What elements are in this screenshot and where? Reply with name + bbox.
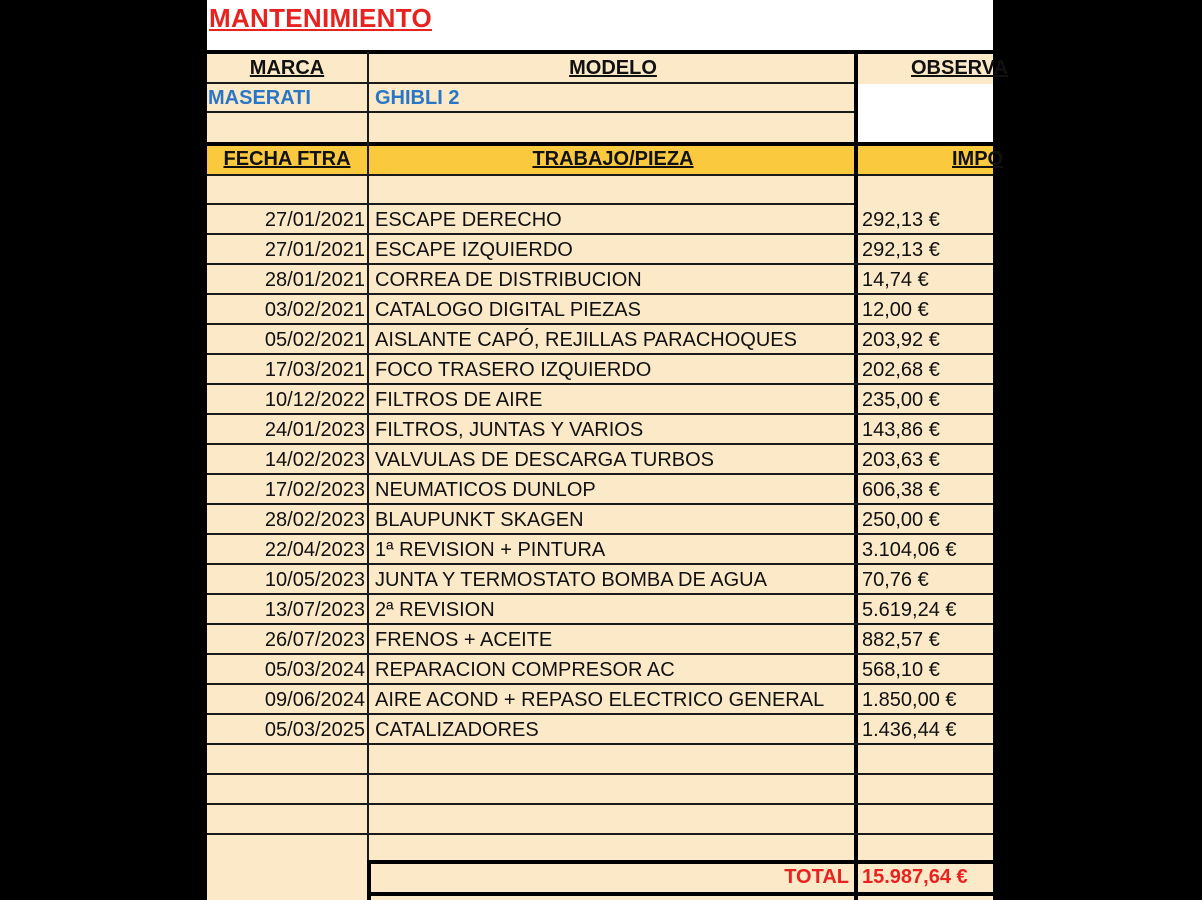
trabajo-cell[interactable]: FILTROS, JUNTAS Y VARIOS <box>375 419 644 441</box>
trabajo-cell[interactable]: ESCAPE DERECHO <box>375 209 562 231</box>
grid-line <box>207 563 993 565</box>
grid-line <box>207 803 993 805</box>
table-row[interactable] <box>207 715 993 745</box>
grid-line <box>207 713 993 715</box>
fecha-cell[interactable]: 09/06/2024 <box>264 689 365 711</box>
fecha-header: FECHA FTRA <box>223 148 351 170</box>
top-border <box>207 50 993 54</box>
fecha-cell[interactable]: 22/04/2023 <box>264 539 365 561</box>
importe-cell[interactable]: 5.619,24 € <box>862 599 957 621</box>
grid-line <box>207 593 993 595</box>
fecha-cell[interactable]: 26/07/2023 <box>264 629 365 651</box>
trabajo-cell[interactable]: AIRE ACOND + REPASO ELECTRICO GENERAL <box>375 689 825 711</box>
grid-line <box>207 233 993 235</box>
importe-cell[interactable]: 143,86 € <box>862 419 940 441</box>
importe-cell[interactable]: 70,76 € <box>862 569 929 591</box>
trabajo-cell[interactable]: ESCAPE IZQUIERDO <box>375 239 573 261</box>
grid-line <box>207 293 993 295</box>
table-row[interactable] <box>207 355 993 385</box>
table-row[interactable] <box>207 205 993 235</box>
importe-cell[interactable]: 12,00 € <box>862 299 929 321</box>
trabajo-cell[interactable]: 2ª REVISION <box>375 599 495 621</box>
page-title: MANTENIMIENTO <box>209 3 432 33</box>
fecha-cell[interactable]: 27/01/2021 <box>264 239 365 261</box>
trabajo-header: TRABAJO/PIEZA <box>532 148 694 170</box>
table-row[interactable] <box>207 475 993 505</box>
total-top-border <box>367 860 993 864</box>
table-row[interactable] <box>207 235 993 265</box>
trabajo-cell[interactable]: JUNTA Y TERMOSTATO BOMBA DE AGUA <box>375 569 767 591</box>
grid-line <box>207 111 856 113</box>
grid-line <box>207 443 993 445</box>
importe-cell[interactable]: 250,00 € <box>862 509 940 531</box>
trabajo-cell[interactable]: 1ª REVISION + PINTURA <box>375 539 606 561</box>
total-bottom-border <box>367 892 993 896</box>
trabajo-cell[interactable]: AISLANTE CAPÓ, REJILLAS PARACHOQUES <box>375 329 797 351</box>
table-row[interactable] <box>207 595 993 625</box>
fecha-cell[interactable]: 17/03/2021 <box>264 359 365 381</box>
table-row[interactable] <box>207 535 993 565</box>
grid-line <box>207 503 993 505</box>
table-row[interactable] <box>207 505 993 535</box>
fecha-cell[interactable]: 03/02/2021 <box>264 299 365 321</box>
importe-cell[interactable]: 14,74 € <box>862 269 929 291</box>
importe-cell[interactable]: 606,38 € <box>862 479 940 501</box>
trabajo-cell[interactable]: FILTROS DE AIRE <box>375 389 543 411</box>
importe-cell[interactable]: 292,13 € <box>862 239 940 261</box>
fecha-cell[interactable]: 17/02/2023 <box>264 479 365 501</box>
grid-line <box>207 323 993 325</box>
grid-line <box>207 473 993 475</box>
grid-line <box>207 683 993 685</box>
grid-line <box>207 533 993 535</box>
header-gap-white <box>207 142 993 146</box>
fecha-cell[interactable]: 05/03/2024 <box>264 659 365 681</box>
trabajo-cell[interactable]: FOCO TRASERO IZQUIERDO <box>375 359 652 381</box>
grid-line <box>207 263 993 265</box>
fecha-cell[interactable]: 10/05/2023 <box>264 569 365 591</box>
table-row[interactable] <box>207 625 993 655</box>
col-divider-fecha-lower <box>367 740 369 860</box>
trabajo-cell[interactable]: CATALIZADORES <box>375 719 539 741</box>
grid-line <box>207 82 856 84</box>
importe-cell[interactable]: 3.104,06 € <box>862 539 957 561</box>
grid-line <box>207 203 856 205</box>
table-row[interactable] <box>207 325 993 355</box>
importe-cell[interactable]: 1.436,44 € <box>862 719 957 741</box>
importe-cell[interactable]: 882,57 € <box>862 629 940 651</box>
title-area <box>207 0 993 50</box>
modelo-value[interactable]: GHIBLI 2 <box>375 87 460 109</box>
importe-cell[interactable]: 235,00 € <box>862 389 940 411</box>
importe-cell[interactable]: 568,10 € <box>862 659 940 681</box>
importe-cell[interactable]: 203,63 € <box>862 449 940 471</box>
table-row[interactable] <box>207 385 993 415</box>
grid-line <box>207 413 993 415</box>
observaciones-header: OBSERVA <box>911 57 1009 79</box>
trabajo-cell[interactable]: REPARACION COMPRESOR AC <box>375 659 675 681</box>
importe-cell[interactable]: 292,13 € <box>862 209 940 231</box>
grid-line <box>207 623 993 625</box>
importe-header: IMPO <box>952 148 1004 170</box>
table-row[interactable] <box>207 685 993 715</box>
observaciones-box[interactable] <box>856 84 993 142</box>
grid-line <box>207 833 993 835</box>
fecha-cell[interactable]: 10/12/2022 <box>264 389 365 411</box>
table-row[interactable] <box>207 265 993 295</box>
trabajo-cell[interactable]: BLAUPUNKT SKAGEN <box>375 509 584 531</box>
importe-cell[interactable]: 203,92 € <box>862 329 940 351</box>
fecha-cell[interactable]: 05/03/2025 <box>264 719 365 741</box>
table-row[interactable] <box>207 415 993 445</box>
grid-line <box>207 353 993 355</box>
fecha-cell[interactable]: 28/01/2021 <box>264 269 365 291</box>
total-value: 15.987,64 € <box>862 866 968 888</box>
fecha-cell[interactable]: 05/02/2021 <box>264 329 365 351</box>
grid-line <box>207 174 993 176</box>
trabajo-cell[interactable]: FRENOS + ACEITE <box>375 629 553 651</box>
fecha-cell[interactable]: 14/02/2023 <box>264 449 365 471</box>
trabajo-cell[interactable]: VALVULAS DE DESCARGA TURBOS <box>375 449 714 471</box>
importe-cell[interactable]: 202,68 € <box>862 359 940 381</box>
fecha-cell[interactable]: 24/01/2023 <box>264 419 365 441</box>
marca-header: MARCA <box>249 57 325 79</box>
table-row[interactable] <box>207 655 993 685</box>
fecha-cell[interactable]: 13/07/2023 <box>264 599 365 621</box>
grid-line <box>207 743 993 745</box>
total-label: TOTAL <box>784 866 849 888</box>
grid-line <box>207 773 993 775</box>
table-row[interactable] <box>207 445 993 475</box>
spreadsheet <box>207 0 1009 900</box>
table-row[interactable] <box>207 565 993 595</box>
trabajo-cell[interactable]: CORREA DE DISTRIBUCION <box>375 269 642 291</box>
trabajo-cell[interactable]: NEUMATICOS DUNLOP <box>375 479 596 501</box>
table-row[interactable] <box>207 295 993 325</box>
fecha-cell[interactable]: 27/01/2021 <box>264 209 365 231</box>
importe-cell[interactable]: 1.850,00 € <box>862 689 957 711</box>
grid-line <box>207 383 993 385</box>
modelo-header: MODELO <box>569 57 657 79</box>
grid-line <box>207 653 993 655</box>
fecha-cell[interactable]: 28/02/2023 <box>264 509 365 531</box>
marca-value[interactable]: MASERATI <box>208 87 311 109</box>
trabajo-cell[interactable]: CATALOGO DIGITAL PIEZAS <box>375 299 641 321</box>
